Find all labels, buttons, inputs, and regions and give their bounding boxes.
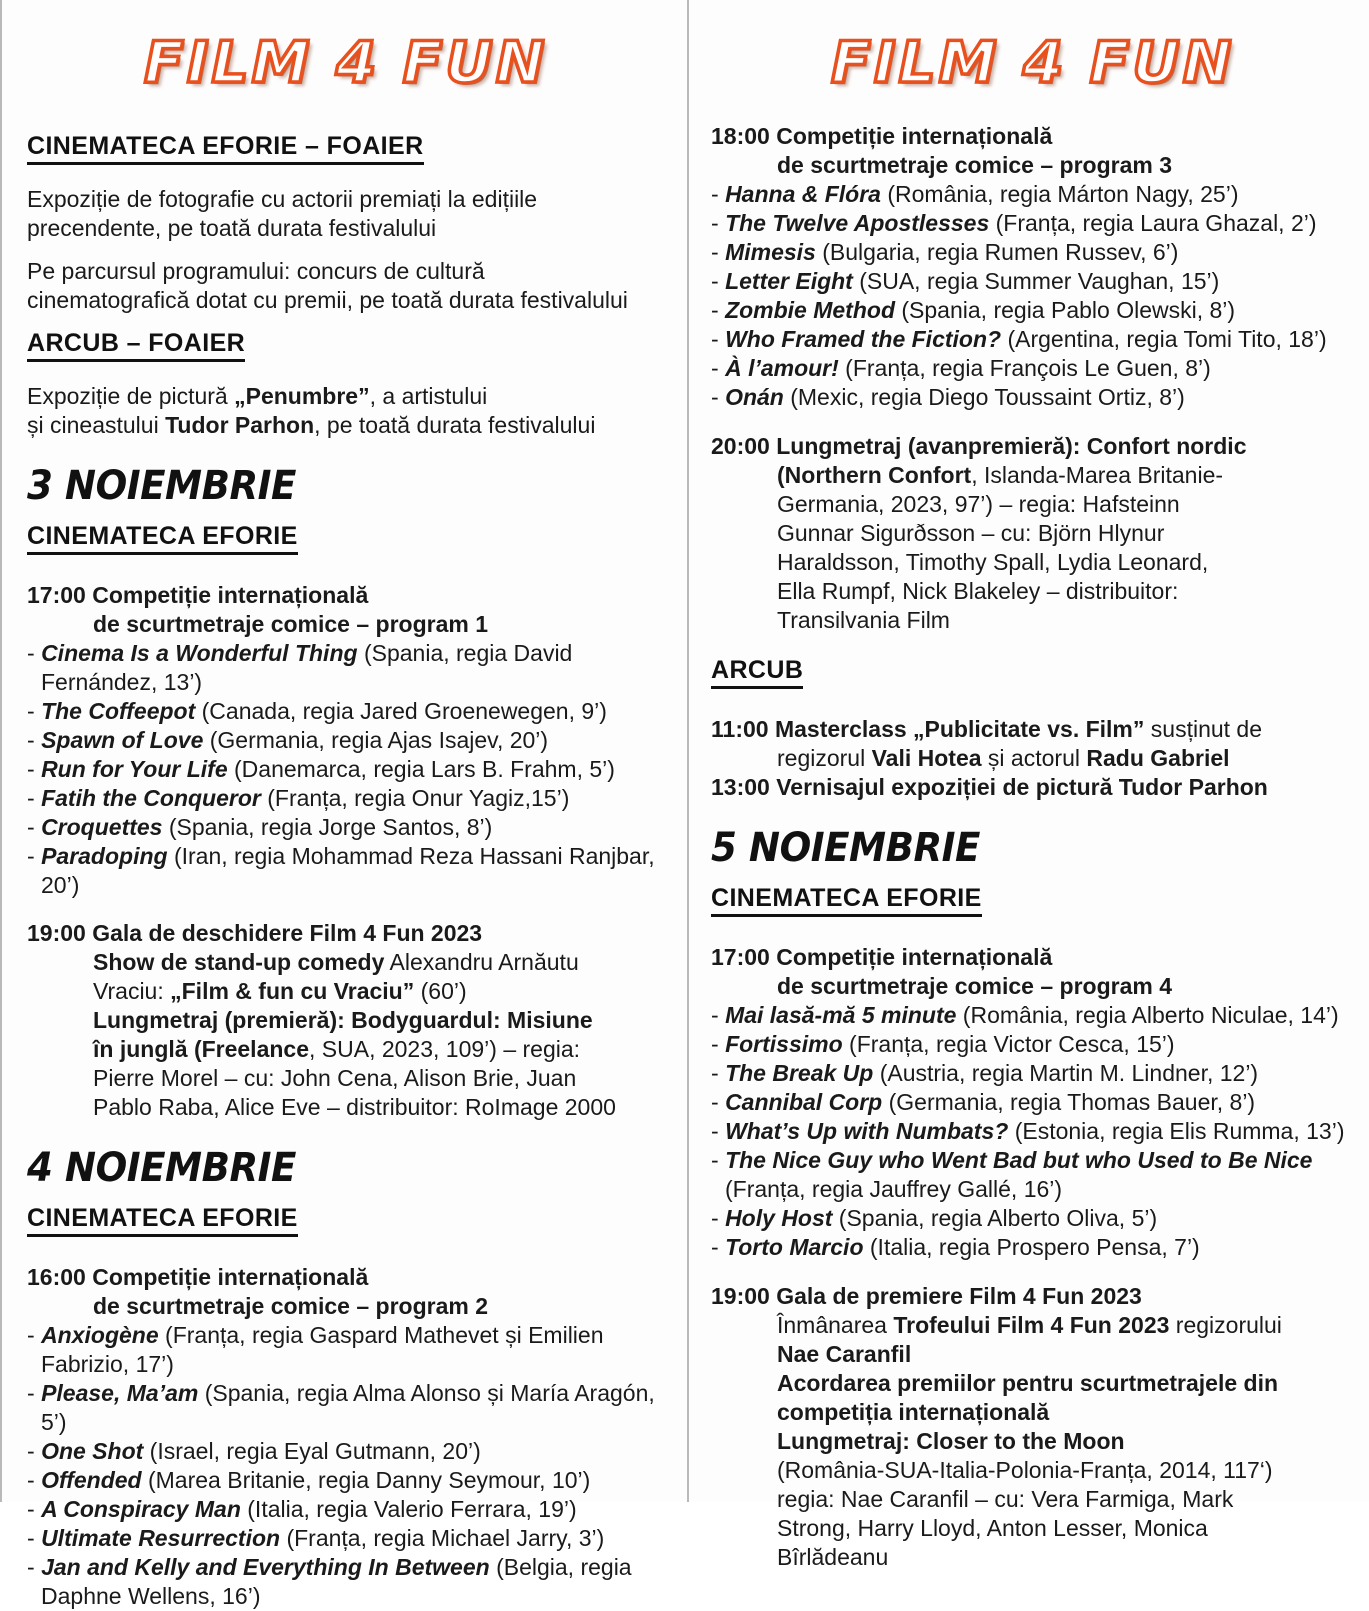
slot-1900-gala-deschidere (27, 919, 665, 1122)
film-title: À l’amour! (725, 354, 839, 381)
film-list-program-3 (711, 180, 1355, 412)
film-info: (Germania, regia Ajas Isajev, 20’) (203, 726, 549, 753)
film-info: (Spania, regia Alma Alonso și María Aragón, 5’) (41, 1380, 655, 1436)
vraciu-pre: Vraciu: (93, 978, 171, 1005)
painting-expo-l2-post: , pe toată durata festivalului (314, 411, 596, 438)
vernisaj-time: 13:00 Vernisajul expoziției de pictură (711, 774, 1119, 801)
film-info: (România, regia Alberto Niculae, 14’) (956, 1002, 1339, 1029)
list-item: - What’s Up with Numbats? (Estonia, regia Elis Rumma, 13’) (711, 1118, 1345, 1145)
list-item: - Spawn of Love (Germania, regia Ajas Isajev, 20’) (27, 726, 549, 753)
film-title: Zombie Method (725, 296, 895, 323)
contest-line1: Pe parcursul programului: concurs de cultură (27, 257, 485, 284)
list-item: - Ultimate Resurrection (Franța, regia Michael Jarry, 3’) (27, 1524, 605, 1551)
film-info: (Marea Britanie, regia Danny Seymour, 10’) (141, 1467, 591, 1494)
film-title: Fortissimo (725, 1031, 843, 1058)
film-info: (Canada, regia Jared Groenewegen, 9’) (195, 697, 607, 724)
film-info: (Italia, regia Prospero Pensa, 7’) (863, 1234, 1200, 1261)
film-list-program-1 (27, 639, 665, 900)
film-title: The Nice Guy who Went Bad but who Used to Be Nice (725, 1147, 1313, 1174)
standup-artist: Alexandru Arnăutu (384, 949, 579, 976)
film-info: (Iran, regia Mohammad Reza Hassani Ranjbar, 20’) (41, 842, 655, 898)
film-title: Paradoping (41, 842, 168, 869)
film-info: (SUA, regia Summer Vaughan, 15’) (852, 267, 1220, 294)
venue-heading-cinemateca-eforie-3nov: CINEMATECA EFORIE (27, 522, 298, 555)
slot-1700-title: 17:00 Competiție internațională (27, 581, 369, 608)
film-title: Mimesis (725, 238, 816, 265)
film-title: Mai lasă-mă 5 minute (725, 1002, 957, 1029)
paragraph-culture-contest (27, 257, 665, 315)
venue-block-cinemateca-3nov (27, 522, 665, 561)
list-item: - Cannibal Corp (Germania, regia Thomas Bauer, 8’) (711, 1089, 1256, 1116)
festival-logo-right (711, 0, 1355, 118)
date-heading-5-noiembrie: 5 NOIEMBRIE (711, 825, 981, 872)
venue-block-arcub-foaier (27, 329, 665, 440)
closing-feature-cast3: Bîrlădeanu (777, 1543, 889, 1570)
masterclass-line2 (711, 744, 1355, 773)
logo-text: FILM 4 FUN (831, 30, 1235, 96)
masterclass-line1 (711, 716, 1262, 742)
feature-line2-bold: în junglă (Freelance (93, 1036, 309, 1063)
list-item: - Please, Ma’am (Spania, regia Alma Alonso și María Aragón, 5’) (27, 1380, 655, 1436)
venue-block-cinemateca-foaier (27, 132, 665, 315)
list-item: - Onán (Mexic, regia Diego Toussaint Ortiz, 8’) (711, 383, 1185, 410)
list-item: - Holy Host (Spania, regia Alberto Oliva, 5’) (711, 1205, 1158, 1232)
venue-block-arcub (711, 656, 1355, 695)
film-info: (Franța, regia Michael Jarry, 3’) (280, 1524, 605, 1551)
list-item: - One Shot (Israel, regia Eyal Gutmann, 20’) (27, 1438, 481, 1465)
slot-1700-subtitle: de scurtmetraje comice – program 1 (93, 610, 488, 637)
film-info: (Spania, regia Alberto Oliva, 5’) (832, 1205, 1158, 1232)
gala-awards-body (711, 1311, 1355, 1572)
slot-1800-program3 (711, 122, 1355, 412)
date-heading-3-noiembrie: 3 NOIEMBRIE (27, 462, 297, 509)
film-title: The Break Up (725, 1060, 874, 1087)
painting-expo-mid: , a artistului (369, 382, 488, 409)
film-info: (Argentina, regia Tomi Tito, 18’) (1001, 325, 1327, 352)
painting-expo-title: „Penumbre” (234, 382, 370, 409)
list-item: - À l’amour! (Franța, regia François Le Guen, 8’) (711, 354, 1211, 381)
film-title: Please, Ma’am (41, 1380, 199, 1407)
film-info: (Spania, regia Pablo Olewski, 8’) (895, 296, 1236, 323)
film-title: Onán (725, 383, 784, 410)
northern-confort-line2: Germania, 2023, 97’) – regia: Hafsteinn (777, 490, 1180, 517)
venue-block-cinemateca-4nov (27, 1204, 665, 1243)
photo-expo-line2: precendente, pe toată durata festivalului (27, 214, 437, 241)
masterclass-director: Vali Hotea (871, 745, 982, 772)
slot-1600-title: 16:00 Competiție internațională (27, 1264, 369, 1291)
feature-cast-line2: Pablo Raba, Alice Eve – distribuitor: RoImage 2000 (93, 1094, 616, 1121)
film-info: (Spania, regia David Fernández, 13’) (41, 639, 573, 695)
gala-opening-title: 19:00 Gala de deschidere Film 4 Fun 2023 (27, 920, 483, 947)
film-title: Who Framed the Fiction? (725, 325, 1002, 352)
list-item: - Cinema Is a Wonderful Thing (Spania, regia David Fernández, 13’) (27, 639, 573, 695)
northern-confort-line4: Haraldsson, Timothy Spall, Lydia Leonard, (777, 548, 1209, 575)
trophy-recipient: Nae Caranfil (777, 1340, 912, 1367)
venue-heading-cinemateca-eforie-foaier: CINEMATECA EFORIE – FOAIER (27, 132, 424, 165)
masterclass-l2-mid: și actorul (981, 745, 1087, 772)
venue-heading-cinemateca-eforie-5nov: CINEMATECA EFORIE (711, 884, 982, 917)
gala-opening-body (27, 948, 665, 1122)
film-info: (Estonia, regia Elis Rumma, 13’) (1008, 1118, 1345, 1145)
list-item: - Offended (Marea Britanie, regia Danny Seymour, 10’) (27, 1467, 591, 1494)
northern-confort-line3: Gunnar Sigurðsson – cu: Björn Hlynur (777, 519, 1165, 546)
list-item: - Paradoping (Iran, regia Mohammad Reza Hassani Ranjbar, 20’) (27, 842, 655, 898)
trophy-post: regizorului (1169, 1312, 1282, 1338)
list-item: - Who Framed the Fiction? (Argentina, regia Tomi Tito, 18’) (711, 325, 1327, 352)
list-item: - The Coffeepot (Canada, regia Jared Groenewegen, 9’) (27, 697, 607, 724)
painting-expo-artist: Tudor Parhon (165, 411, 315, 438)
trophy-name: Trofeului Film 4 Fun 2023 (893, 1312, 1170, 1338)
paragraph-photo-exhibition (27, 185, 665, 243)
film-title: What’s Up with Numbats? (725, 1118, 1009, 1145)
venue-block-cinemateca-5nov (711, 884, 1355, 923)
northern-confort-title: (Northern Confort (777, 461, 972, 488)
film-list-program-2 (27, 1321, 665, 1611)
film-info: (Germania, regia Thomas Bauer, 8’) (882, 1089, 1256, 1116)
slot-1700-title-p4: 17:00 Competiție internațională (711, 944, 1053, 971)
venue-heading-arcub-foaier: ARCUB – FOAIER (27, 329, 245, 362)
list-item: - Torto Marcio (Italia, regia Prospero Pensa, 7’) (711, 1234, 1200, 1261)
film-info: (Franța, regia Laura Ghazal, 2’) (989, 209, 1317, 236)
northern-confort-line6: Transilvania Film (777, 606, 950, 633)
slot-1900-gala-premiere (711, 1282, 1355, 1572)
trophy-pre: Înmânarea (777, 1312, 894, 1338)
logo-text: FILM 4 FUN (144, 30, 548, 96)
list-item: - Mai lasă-mă 5 minute (România, regia Alberto Niculae, 14’) (711, 1002, 1339, 1029)
painting-expo-pre: Expoziție de pictură (27, 382, 235, 409)
film-title: Letter Eight (725, 267, 853, 294)
masterclass-title: „Publicitate vs. Film” (913, 716, 1145, 743)
slot-1800-subtitle: de scurtmetraje comice – program 3 (777, 151, 1172, 178)
list-item: - Zombie Method (Spania, regia Pablo Olewski, 8’) (711, 296, 1236, 323)
venue-heading-arcub: ARCUB (711, 656, 803, 689)
list-item: - Mimesis (Bulgaria, regia Rumen Russev, 6’) (711, 238, 1179, 265)
film-title: Ultimate Resurrection (41, 1524, 281, 1551)
slot-1700-subtitle-p4: de scurtmetraje comice – program 4 (777, 973, 1172, 1000)
northern-confort-countries: , Islanda-Marea Britanie- (971, 461, 1224, 488)
slot-1700-program1 (27, 581, 665, 900)
film-info: (Bulgaria, regia Rumen Russev, 6’) (815, 238, 1179, 265)
film-title: Anxiogène (41, 1322, 159, 1349)
slot-2000-title: 20:00 Lungmetraj (avanpremieră): Confort nordic (711, 432, 1247, 459)
film-title: Hanna & Flóra (725, 180, 881, 207)
vernisaj-artist: Tudor Parhon (1118, 774, 1268, 801)
film-info: (România, regia Márton Nagy, 25’) (880, 180, 1239, 207)
feature-cast-line1: Pierre Morel – cu: John Cena, Alison Brie, Juan (93, 1065, 577, 1092)
masterclass-time: 11:00 Masterclass (711, 716, 914, 743)
list-item: - Jan and Kelly and Everything In Between (Belgia, regia Daphne Wellens, 16’) (27, 1553, 632, 1609)
slot-1800-title: 18:00 Competiție internațională (711, 123, 1053, 149)
vraciu-show-title: „Film & fun cu Vraciu” (170, 978, 415, 1005)
film-info: (Spania, regia Jorge Santos, 8’) (162, 813, 493, 840)
contest-line2: cinematografică dotat cu premii, pe toată durata festivalului (27, 286, 628, 313)
slot-1100-masterclass (711, 715, 1355, 802)
slot-1600-program2 (27, 1263, 665, 1611)
film-info: (Franța, regia Onur Yagiz,15’) (260, 784, 570, 811)
list-item: - Fortissimo (Franța, regia Victor Cesca, 15’) (711, 1031, 1175, 1058)
slot-1700-program4 (711, 943, 1355, 1262)
film-title: Spawn of Love (41, 726, 204, 753)
vraciu-duration: (60’) (414, 978, 467, 1005)
film-title: The Coffeepot (41, 697, 196, 724)
film-title: Cinema Is a Wonderful Thing (41, 639, 364, 666)
right-column (687, 0, 1369, 1570)
film-title: Jan and Kelly and Everything In Between (41, 1553, 490, 1580)
awards-line1: Acordarea premiilor pentru scurtmetrajele din (777, 1369, 1279, 1396)
film-info: (Franța, regia François Le Guen, 8’) (838, 354, 1211, 381)
festival-logo (27, 0, 665, 118)
film-info: (Belgia, regia Daphne Wellens, 16’) (41, 1553, 632, 1609)
awards-line2: competiția internațională (777, 1398, 1050, 1425)
film-title: One Shot (41, 1438, 144, 1465)
list-item: - Run for Your Life (Danemarca, regia Lars B. Frahm, 5’) (27, 755, 615, 782)
list-item: - A Conspiracy Man (Italia, regia Valerio Ferrara, 19’) (27, 1496, 577, 1522)
standup-label: Show de stand-up comedy (93, 949, 385, 976)
film-title: Torto Marcio (725, 1234, 864, 1261)
film-title: Cannibal Corp (725, 1089, 883, 1116)
closing-feature-cast2: Strong, Harry Lloyd, Anton Lesser, Monica (777, 1514, 1208, 1541)
film-info: (Franța, regia Gaspard Mathevet și Emilien Fabrizio, 17’) (41, 1322, 604, 1378)
date-heading-4-noiembrie: 4 NOIEMBRIE (27, 1145, 297, 1192)
venue-heading-cinemateca-eforie-4nov: CINEMATECA EFORIE (27, 1204, 298, 1237)
film-info: (Israel, regia Eyal Gutmann, 20’) (143, 1438, 481, 1465)
film-title: A Conspiracy Man (41, 1496, 241, 1522)
closing-feature-title: Lungmetraj: Closer to the Moon (777, 1427, 1125, 1454)
list-item: - The Twelve Apostlesses (Franța, regia Laura Ghazal, 2’) (711, 209, 1317, 236)
film-info: (Austria, regia Martin M. Lindner, 12’) (873, 1060, 1259, 1087)
masterclass-l2-pre: regizorul (777, 745, 872, 772)
film-title: Run for Your Life (41, 755, 228, 782)
film-info: (Franța, regia Victor Cesca, 15’) (842, 1031, 1175, 1058)
film-title: Holy Host (725, 1205, 833, 1232)
film-info: (Franța, regia Jauffrey Gallé, 16’) (725, 1176, 1063, 1203)
list-item: - Hanna & Flóra (România, regia Márton Nagy, 25’) (711, 180, 1239, 207)
slot-2000-lungmetraj (711, 432, 1355, 635)
list-item: - The Nice Guy who Went Bad but who Used to Be Nice (Franța, regia Jauffrey Gallé, 16’) (711, 1147, 1313, 1203)
slot-1600-subtitle: de scurtmetraje comice – program 2 (93, 1293, 488, 1320)
closing-feature-cast1: regia: Nae Caranfil – cu: Vera Farmiga, Mark (777, 1485, 1234, 1512)
slot-1300-vernisaj (711, 773, 1355, 802)
closing-feature-countries: (România-SUA-Italia-Polonia-Franța, 2014, 117‘) (777, 1456, 1273, 1483)
northern-confort-line5: Ella Rumpf, Nick Blakeley – distribuitor: (777, 577, 1179, 604)
masterclass-actor: Radu Gabriel (1086, 745, 1230, 772)
paragraph-painting-exhibition (27, 382, 665, 440)
list-item: - Croquettes (Spania, regia Jorge Santos, 8’) (27, 813, 493, 840)
painting-expo-l2-pre: și cineastului (27, 411, 166, 438)
masterclass-post: susținut de (1144, 716, 1263, 743)
film-title: Offended (41, 1467, 142, 1494)
film-info: (Mexic, regia Diego Toussaint Ortiz, 8’) (783, 383, 1185, 410)
film-title: Croquettes (41, 813, 163, 840)
film-title: Fatih the Conqueror (41, 784, 261, 811)
feature-line1: Lungmetraj (premieră): Bodyguardul: Misiune (93, 1007, 593, 1034)
list-item: - Letter Eight (SUA, regia Summer Vaughan, 15’) (711, 267, 1220, 294)
list-item: - Fatih the Conqueror (Franța, regia Onur Yagiz,15’) (27, 784, 570, 811)
gala-awards-title: 19:00 Gala de premiere Film 4 Fun 2023 (711, 1283, 1142, 1310)
film-list-program-4 (711, 1001, 1355, 1262)
slot-2000-body (711, 461, 1355, 635)
list-item: - The Break Up (Austria, regia Martin M. Lindner, 12’) (711, 1060, 1259, 1087)
feature-line2-rest: , SUA, 2023, 109’) – regia: (309, 1036, 581, 1063)
film-info: (Danemarca, regia Lars B. Frahm, 5’) (227, 755, 615, 782)
list-item: - Anxiogène (Franța, regia Gaspard Mathevet și Emilien Fabrizio, 17’) (27, 1322, 604, 1378)
film-info: (Italia, regia Valerio Ferrara, 19’) (240, 1496, 577, 1522)
film-title: The Twelve Apostlesses (725, 209, 990, 236)
photo-expo-line1: Expoziție de fotografie cu actorii premiați la edițiile (27, 186, 538, 212)
